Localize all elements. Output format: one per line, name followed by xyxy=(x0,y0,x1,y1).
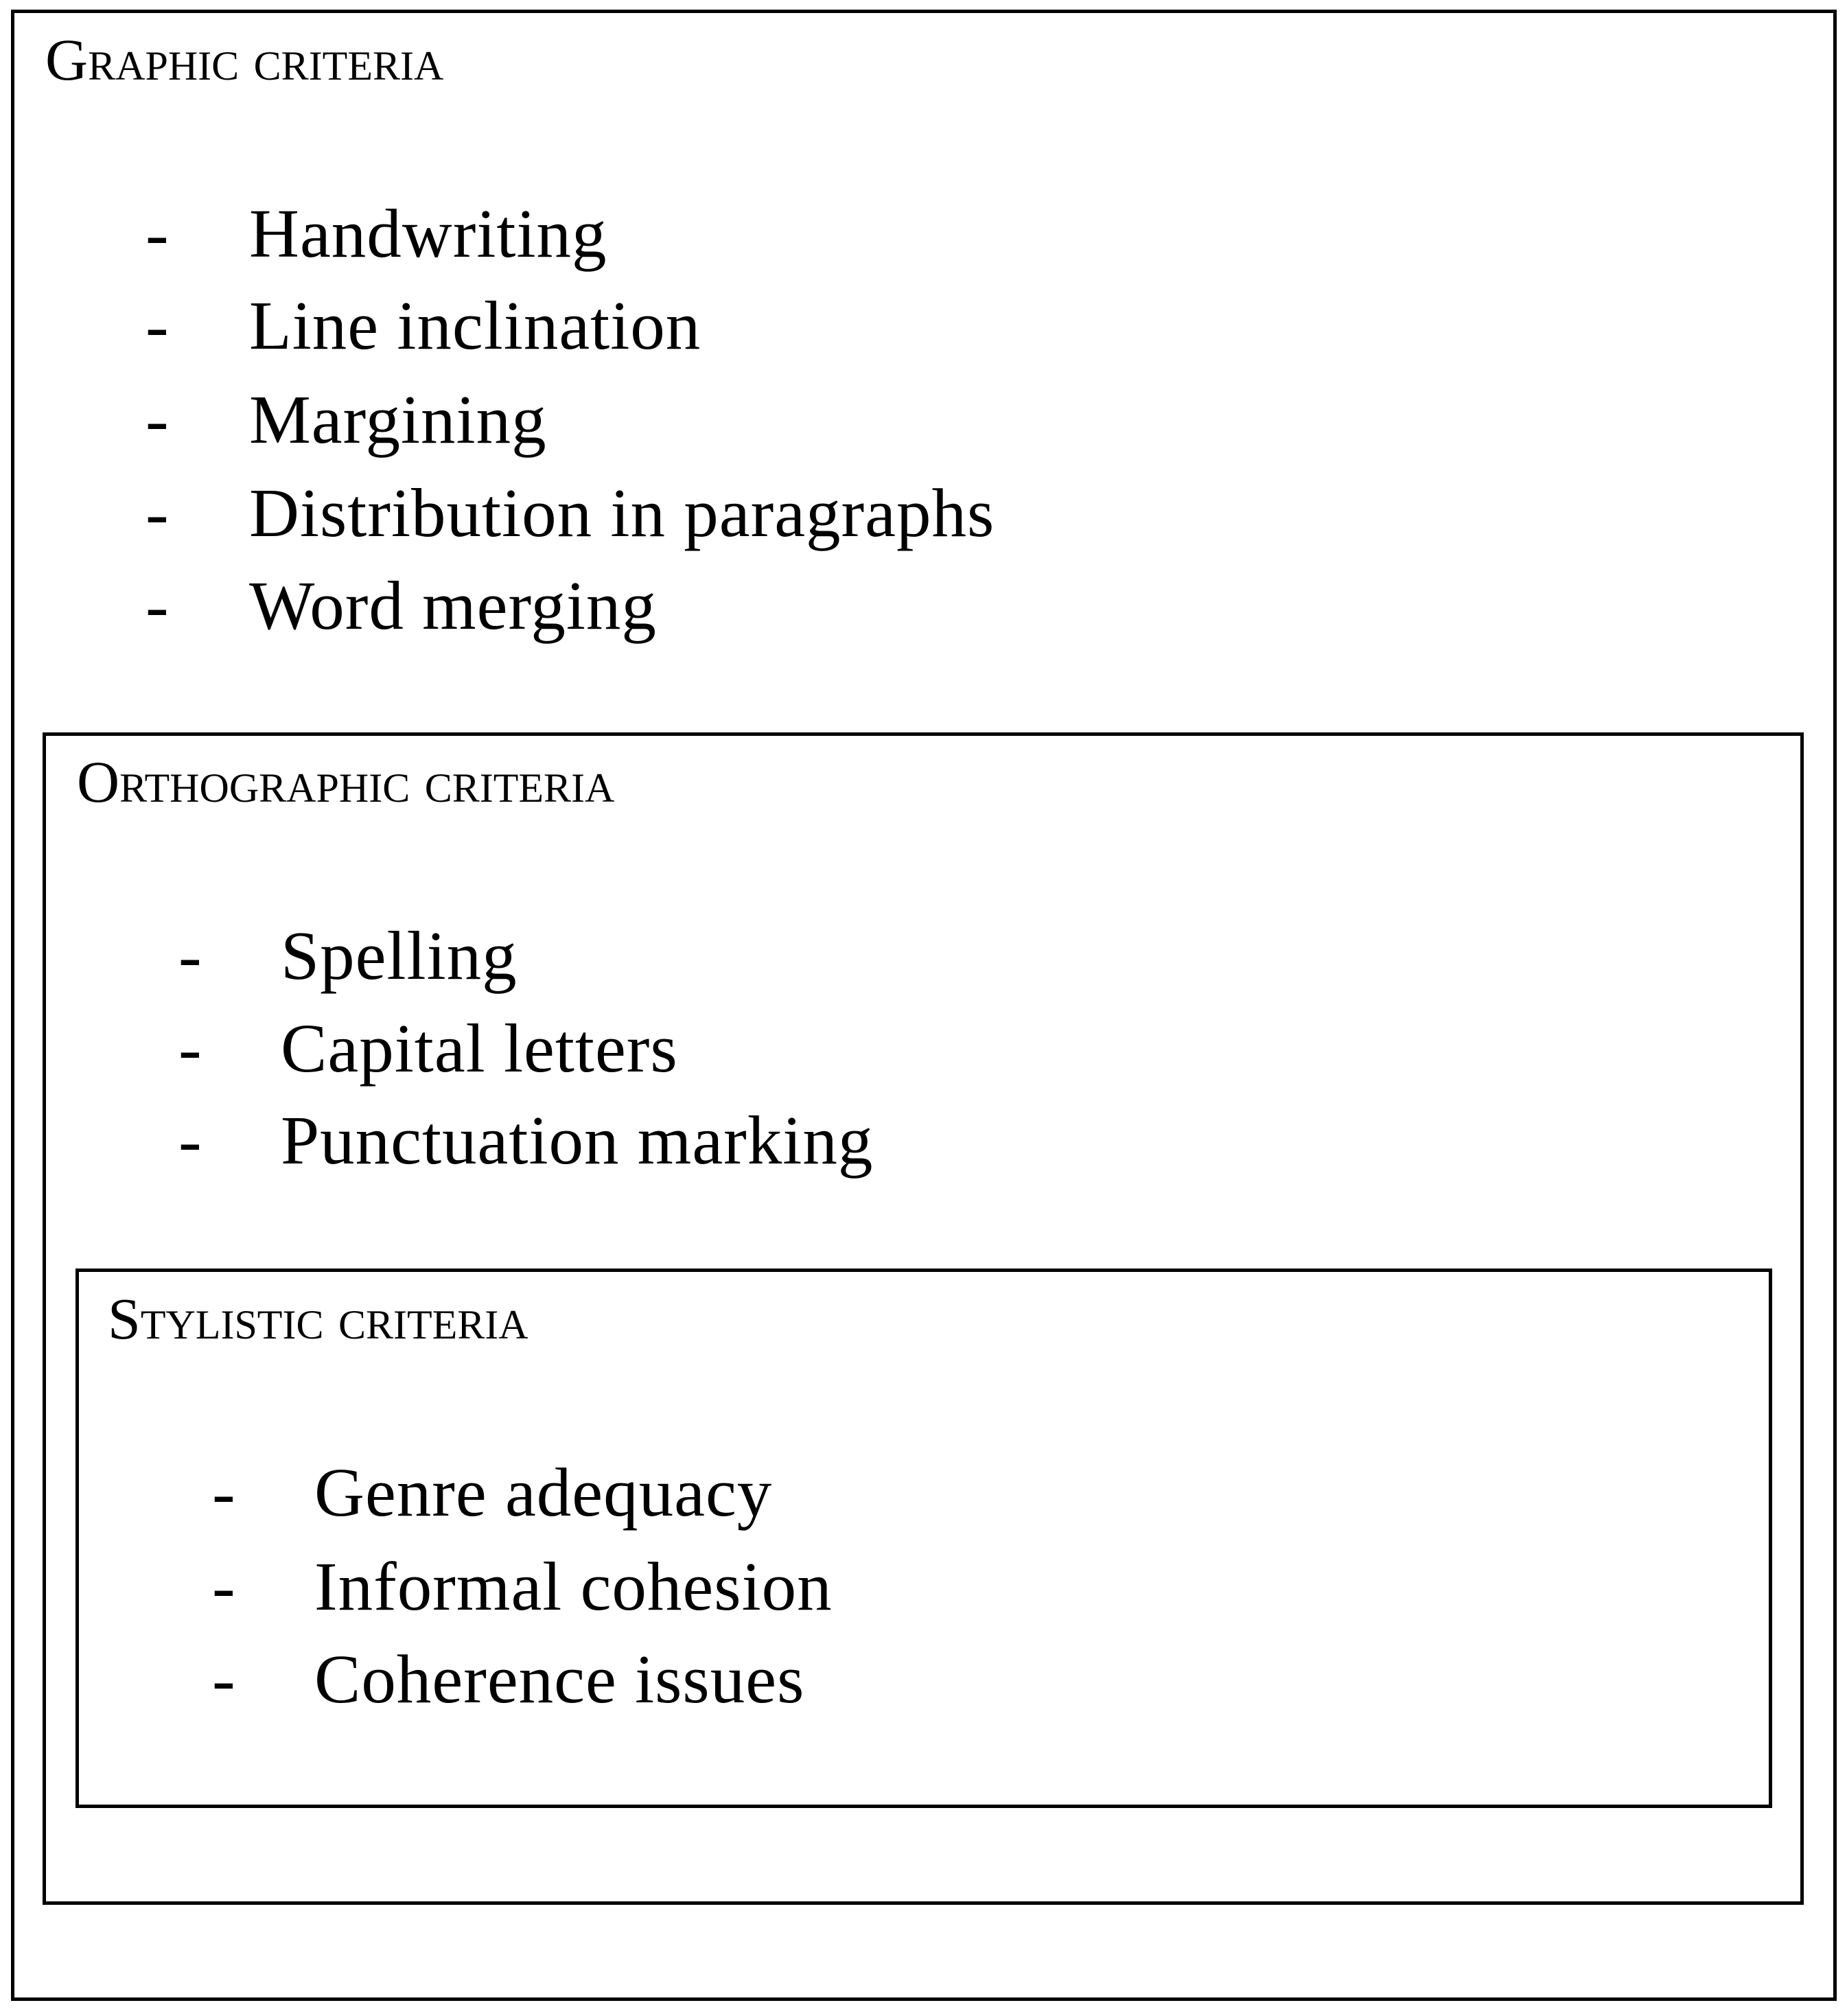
graphic-item-handwriting: Handwriting xyxy=(249,195,607,272)
stylistic-item-genre-adequacy: Genre adequacy xyxy=(314,1454,773,1531)
orthographic-item-spelling: Spelling xyxy=(281,917,518,994)
orthographic-item-capital-letters: Capital letters xyxy=(281,1010,678,1087)
stylistic-criteria-heading: Stylistic criteria xyxy=(108,1286,528,1352)
graphic-item-margining: Margining xyxy=(249,381,547,458)
dash-bullet-icon: - xyxy=(146,381,169,458)
orthographic-item-punctuation: Punctuation marking xyxy=(281,1102,874,1179)
graphic-item-distribution: Distribution in paragraphs xyxy=(249,474,995,551)
graphic-list-item xyxy=(146,381,1175,458)
stylistic-item-informal-cohesion: Informal cohesion xyxy=(314,1548,833,1625)
dash-bullet-icon: - xyxy=(212,1548,235,1625)
graphic-item-line-inclination: Line inclination xyxy=(249,287,701,364)
stylistic-list-item xyxy=(212,1548,1242,1625)
dash-bullet-icon: - xyxy=(146,287,169,364)
orthographic-list-item xyxy=(178,917,1208,994)
dash-bullet-icon: - xyxy=(146,567,169,644)
dash-bullet-icon: - xyxy=(178,917,202,994)
stylistic-item-coherence-issues: Coherence issues xyxy=(314,1641,805,1717)
dash-bullet-icon: - xyxy=(146,474,169,551)
stylistic-list-item xyxy=(212,1454,1242,1531)
orthographic-criteria-heading: Orthographic criteria xyxy=(77,749,615,815)
stylistic-list-item xyxy=(212,1641,1242,1717)
dash-bullet-icon: - xyxy=(212,1454,235,1531)
graphic-item-word-merging: Word merging xyxy=(249,567,657,644)
dash-bullet-icon: - xyxy=(178,1102,202,1179)
orthographic-list-item xyxy=(178,1102,1208,1179)
graphic-list-item xyxy=(146,195,1175,272)
graphic-list-item xyxy=(146,287,1175,364)
orthographic-list-item xyxy=(178,1010,1208,1087)
graphic-list-item xyxy=(146,474,1175,551)
dash-bullet-icon: - xyxy=(146,195,169,272)
graphic-list-item xyxy=(146,567,1175,644)
dash-bullet-icon: - xyxy=(212,1641,235,1717)
dash-bullet-icon: - xyxy=(178,1010,202,1087)
graphic-criteria-heading: Graphic criteria xyxy=(45,27,444,93)
